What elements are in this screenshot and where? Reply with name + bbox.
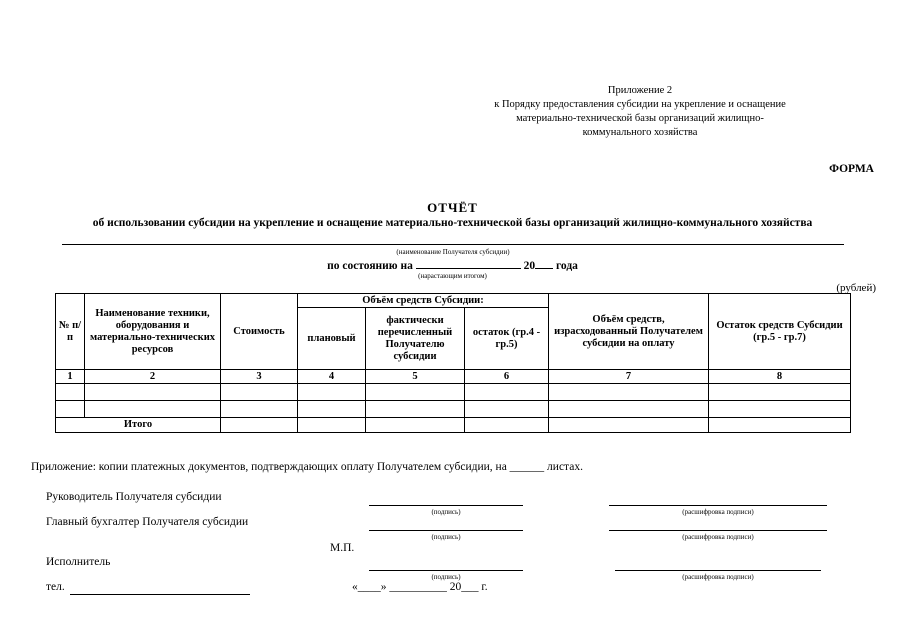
executor-decode-line[interactable] <box>615 570 821 571</box>
accountant-decode-line[interactable] <box>609 530 827 531</box>
as-of-date-field[interactable] <box>416 258 521 269</box>
column-number-row <box>56 370 851 384</box>
head-decode-line[interactable] <box>609 505 827 506</box>
executor-decode-caption: (расшифровка подписи) <box>682 573 754 581</box>
col-number: 2 <box>85 370 221 384</box>
table-cell[interactable] <box>709 418 851 433</box>
head-signature-caption: (подпись) <box>431 508 461 516</box>
table-cell[interactable] <box>221 401 298 418</box>
table-cell[interactable] <box>549 401 709 418</box>
executor-signature-caption: (подпись) <box>431 573 461 581</box>
table-cell[interactable] <box>221 418 298 433</box>
table-cell[interactable] <box>298 401 366 418</box>
table-cell[interactable] <box>56 401 85 418</box>
accountant-signature-line[interactable] <box>369 530 523 531</box>
head-label: Руководитель Получателя субсидии <box>46 491 222 503</box>
col-number: 7 <box>549 370 709 384</box>
appendix-line-1: Приложение 2 <box>607 85 673 96</box>
col-number: 8 <box>709 370 851 384</box>
table-cell[interactable] <box>366 418 465 433</box>
col-number: 3 <box>221 370 298 384</box>
table-cell[interactable] <box>56 384 85 401</box>
appendix-note <box>440 84 840 140</box>
recipient-name-line[interactable] <box>62 244 844 245</box>
table-row <box>56 384 851 401</box>
table-cell[interactable] <box>465 401 549 418</box>
total-label: Итого <box>56 418 221 433</box>
col-number: 5 <box>366 370 465 384</box>
accountant-label: Главный бухгалтер Получателя субсидии <box>46 516 249 528</box>
table-cell[interactable] <box>85 384 221 401</box>
recipient-caption: (наименование Получателя субсидии) <box>396 248 510 256</box>
table-cell[interactable] <box>298 418 366 433</box>
appendix-line-2: к Порядку предоставления субсидии на укрепление и оснащение <box>494 99 786 110</box>
accountant-decode-caption: (расшифровка подписи) <box>682 533 754 541</box>
table-row <box>56 401 851 418</box>
col-number: 1 <box>56 370 85 384</box>
form-label: ФОРМА <box>829 163 874 175</box>
executor-signature-line[interactable] <box>369 570 523 571</box>
as-of-year-field[interactable] <box>535 258 553 269</box>
date-line[interactable]: «____» __________ 20___ г. <box>352 581 488 593</box>
table-cell[interactable] <box>465 384 549 401</box>
total-row <box>56 418 851 433</box>
seal-label: М.П. <box>330 542 355 554</box>
header-name: Наименование техники, оборудования и материально-технических ресурсов <box>85 294 221 370</box>
as-of-prefix: по состоянию на <box>327 260 413 272</box>
as-of-year: 20 <box>523 260 536 272</box>
phone-label: тел. <box>46 581 65 593</box>
table-cell[interactable] <box>549 384 709 401</box>
head-decode-caption: (расшифровка подписи) <box>682 508 754 516</box>
table-cell[interactable] <box>366 384 465 401</box>
as-of-line <box>0 258 905 272</box>
header-actual: фактически перечисленный Получателю субсидии <box>366 308 465 370</box>
header-planned: плановый <box>298 308 366 370</box>
table-cell[interactable] <box>709 401 851 418</box>
header-balance: Остаток средств Субсидии (гр.5 - гр.7) <box>709 294 851 370</box>
table-cell[interactable] <box>709 384 851 401</box>
header-remainder: остаток (гр.4 - гр.5) <box>465 308 549 370</box>
table-cell[interactable] <box>366 401 465 418</box>
appendix-line-4: коммунального хозяйства <box>582 127 698 138</box>
header-spent: Объём средств, израсходованный Получателем субсидии на оплату <box>549 294 709 370</box>
accountant-signature-caption: (подпись) <box>431 533 461 541</box>
phone-field[interactable] <box>70 594 250 595</box>
report-subtitle: об использовании субсидии на укрепление и оснащение материально-технической базы организаций жилищно-коммунального хозяйства <box>92 217 813 229</box>
attachment-note: Приложение: копии платежных документов, подтверждающих оплату Получателем субсидии, на ______ листах. <box>31 461 583 473</box>
report-table <box>55 293 851 433</box>
table-cell[interactable] <box>298 384 366 401</box>
appendix-line-3: материально-технической базы организаций жилищно- <box>516 113 764 124</box>
units-label: (рублей) <box>836 282 876 294</box>
col-number: 4 <box>298 370 366 384</box>
header-subsidy-group: Объём средств Субсидии: <box>298 294 549 308</box>
cumulative-caption: (нарастающим итогом) <box>418 272 487 280</box>
table-cell[interactable] <box>85 401 221 418</box>
header-cost: Стоимость <box>221 294 298 370</box>
executor-label: Исполнитель <box>46 556 111 568</box>
head-signature-line[interactable] <box>369 505 523 506</box>
table-cell[interactable] <box>549 418 709 433</box>
report-title: ОТЧЁТ <box>427 200 478 215</box>
table-cell[interactable] <box>465 418 549 433</box>
as-of-suffix: года <box>555 260 578 272</box>
table-cell[interactable] <box>221 384 298 401</box>
header-num: № п/п <box>56 294 85 370</box>
col-number: 6 <box>465 370 549 384</box>
